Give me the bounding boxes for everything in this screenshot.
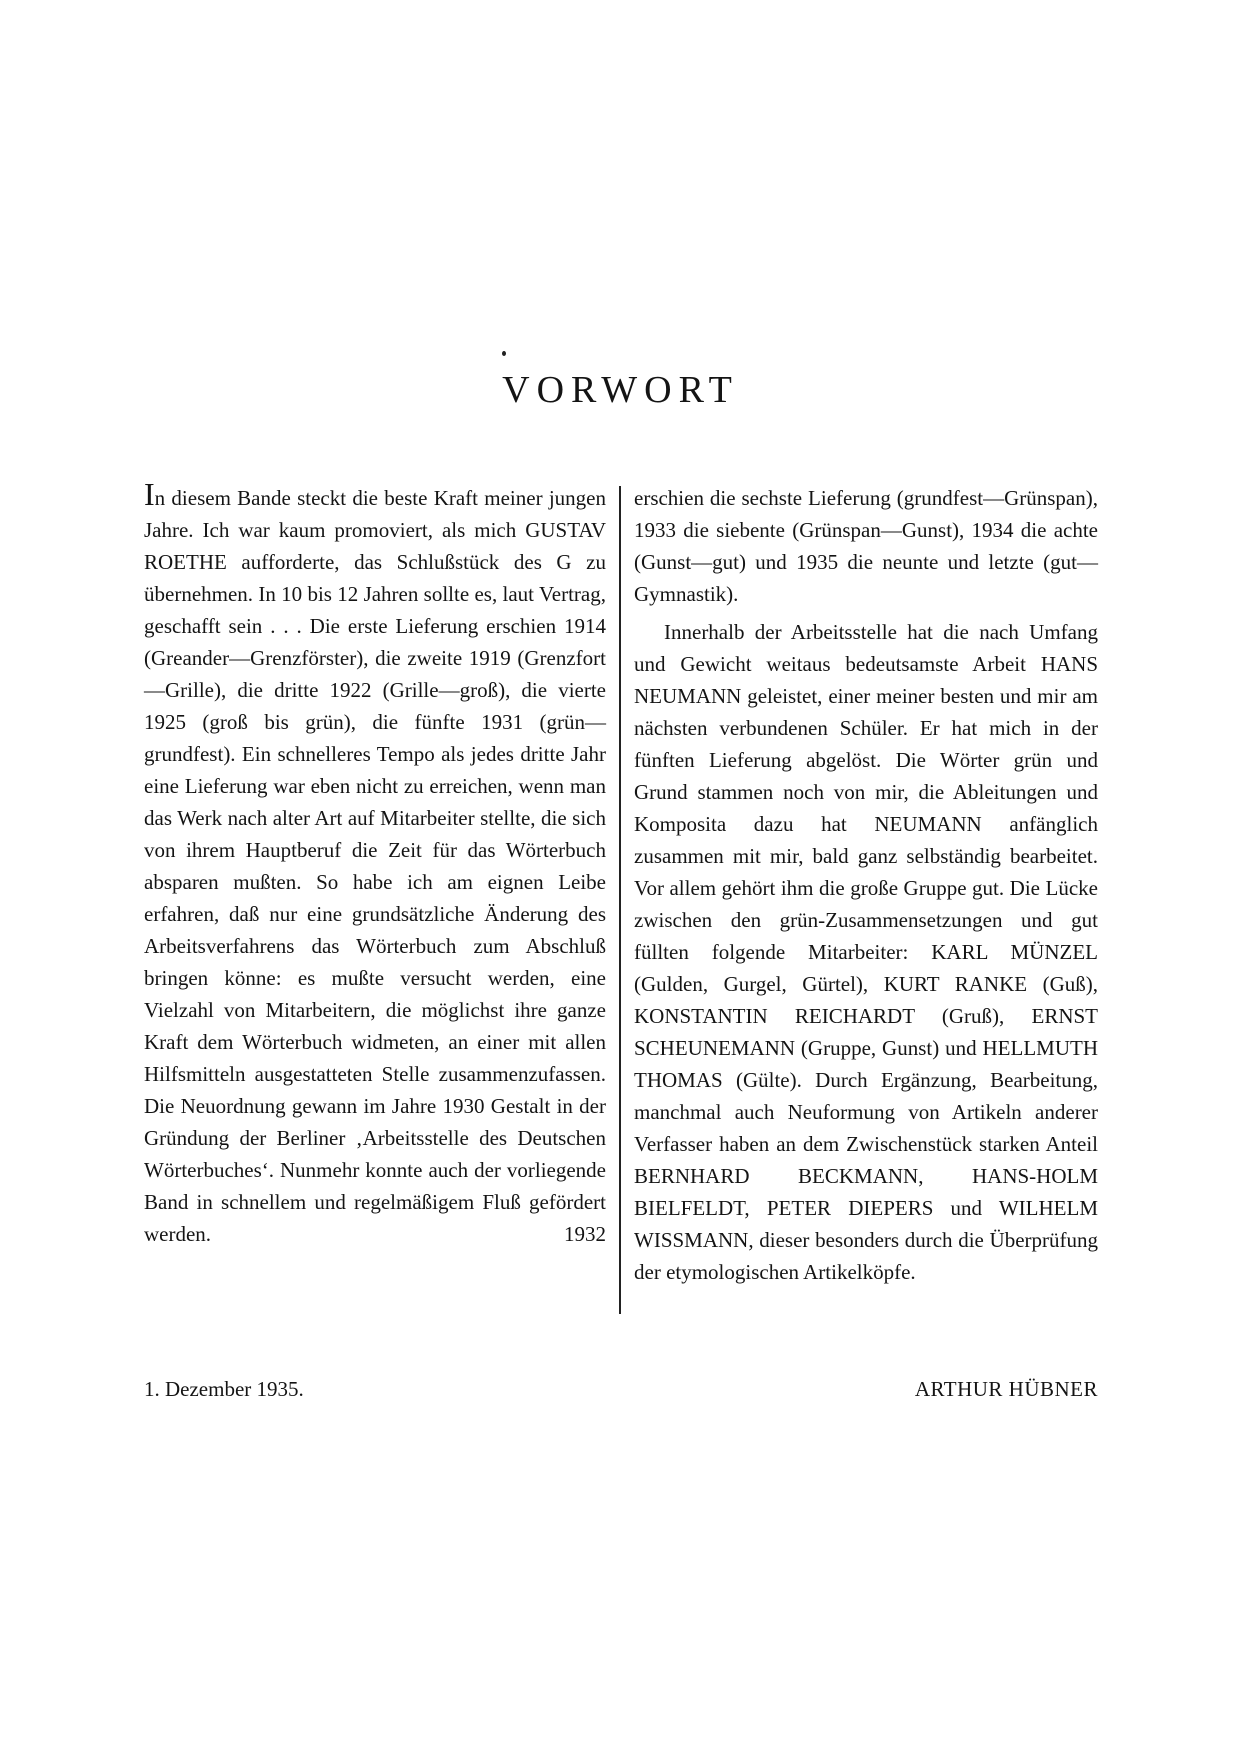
stray-dot-mark	[502, 351, 506, 356]
left-column	[144, 476, 606, 1250]
right-paragraph-2: Innerhalb der Arbeitsstelle hat die nach Umfang und Gewicht weitaus bedeutsamste Arbeit HANS NEUMANN geleistet, einer meiner besten und mir am nächsten verbundenen Schüler. Er hat mich in der fünften Lieferung abgelöst. Die Wörter grün und Grund stammen noch von mir, die Ableitungen und Komposita dazu hat NEUMANN anfänglich zusammen mit mir, bald ganz selbständig bearbeitet. Vor allem gehört ihm die große Gruppe gut. Die Lücke zwischen den grün-Zusammensetzungen und gut füllten folgende Mitarbeiter: KARL MÜNZEL (Gulden, Gurgel, Gürtel), KURT RANKE (Guß), KONSTANTIN REICHARDT (Gruß), ERNST SCHEUNEMANN (Gruppe, Gunst) und HELLMUTH THOMAS (Gülte). Durch Ergänzung, Bearbeitung, manchmal auch Neuformung von Artikeln anderer Verfasser haben an dem Zwischenstück starken Anteil BERNHARD BECKMANN, HANS-HOLM BIELFELDT, PETER DIEPERS und WILHELM WISSMANN, dieser besonders durch die Überprüfung der etymologischen Artikelköpfe.	[634, 620, 1098, 1284]
right-column	[634, 482, 1098, 1288]
right-paragraph-1: erschien die sechste Lieferung (grundfest—Grünspan), 1933 die siebente (Grünspan—Gunst), 1934 die achte (Gunst—gut) und 1935 die neunte und letzte (gut—Gymnastik).	[634, 486, 1098, 606]
author-signature: ARTHUR HÜBNER	[914, 1377, 1098, 1401]
drop-cap: I	[144, 476, 155, 512]
column-divider	[619, 486, 621, 1314]
page-title: VORWORT	[502, 369, 739, 411]
left-paragraph-text: n diesem Bande steckt die beste Kraft meiner jungen Jahre. Ich war kaum promoviert, als mich GUSTAV ROETHE aufforderte, das Schlußstück des G zu übernehmen. In 10 bis 12 Jahren sollte es, laut Vertrag, geschafft sein . . . Die erste Lieferung erschien 1914 (Greander—Grenzförster), die zweite 1919 (Grenzfort—Grille), die dritte 1922 (Grille—groß), die vierte 1925 (groß bis grün), die fünfte 1931 (grün—grundfest). Ein schnelleres Tempo als jedes dritte Jahr eine Lieferung war eben nicht zu erreichen, wenn man das Werk nach alter Art auf Mitarbeiter stellte, die sich von ihrem Hauptberuf die Zeit für das Wörterbuch absparen mußten. So habe ich am eignen Leibe erfahren, daß nur eine grundsätzliche Änderung des Arbeitsverfahrens das Wörterbuch zum Abschluß bringen könne: es mußte versucht werden, eine Vielzahl von Mitarbeitern, die möglichst ihre ganze Kraft dem Wörterbuch widmeten, an einer mit allen Hilfsmitteln ausgestatteten Stelle zusammenzufassen. Die Neuordnung gewann im Jahre 1930 Gestalt in der Gründung der Berliner ‚Arbeitsstelle des Deutschen Wörterbuches‘. Nunmehr konnte auch der vorliegende Band in schnellem und regelmäßigem Fluß gefördert werden. 1932	[144, 486, 606, 1246]
left-paragraph	[144, 476, 606, 1250]
date-line: 1. Dezember 1935.	[144, 1377, 304, 1401]
